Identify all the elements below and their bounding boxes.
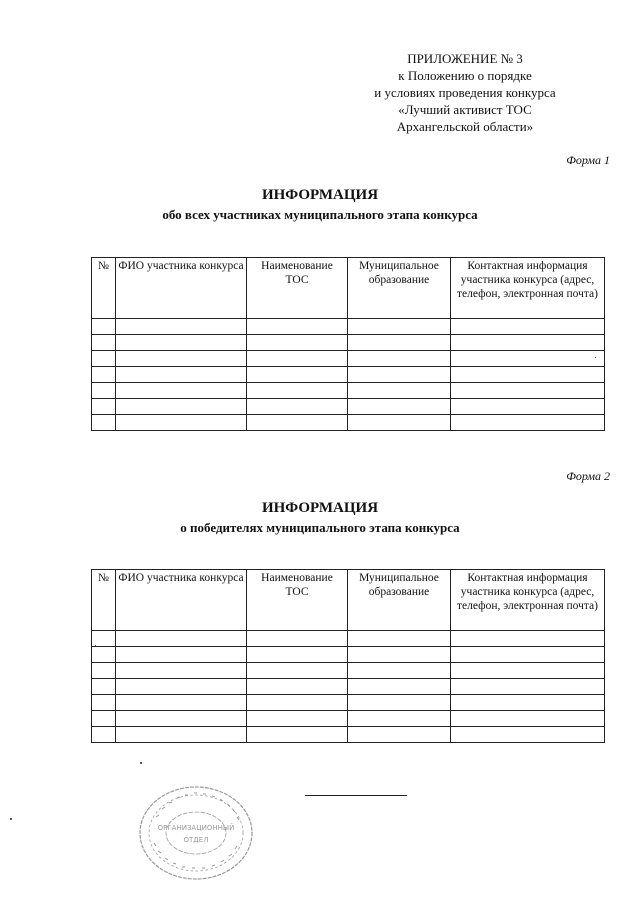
header-contact-info: Контактная информация участника конкурса (адрес, телефон, электронная почта) <box>451 570 605 631</box>
table-cell[interactable] <box>348 679 451 695</box>
table-cell[interactable] <box>451 647 605 663</box>
table-cell[interactable] <box>92 367 116 383</box>
table-cell[interactable] <box>247 695 348 711</box>
stamp-outer-ring <box>140 787 252 879</box>
table-cell[interactable] <box>92 711 116 727</box>
appendix-header <box>320 50 610 135</box>
appendix-line: ПРИЛОЖЕНИЕ № 3 <box>407 51 523 66</box>
table-cell[interactable] <box>348 399 451 415</box>
form-1-title: ИНФОРМАЦИЯ <box>261 187 379 203</box>
table-cell[interactable] <box>451 335 605 351</box>
table-cell[interactable] <box>247 679 348 695</box>
table-cell[interactable] <box>116 367 247 383</box>
table-row <box>92 711 605 727</box>
table-cell[interactable] <box>451 351 605 367</box>
stamp-center-line-1: ОРГАНИЗАЦИОННЫЙ <box>157 824 235 832</box>
table-cell[interactable] <box>116 695 247 711</box>
appendix-line: Архангельской области» <box>396 119 534 134</box>
table-cell[interactable] <box>247 631 348 647</box>
header-participant-name: ФИО участника конкурса <box>116 570 247 631</box>
table-cell[interactable] <box>348 319 451 335</box>
table-cell[interactable] <box>247 399 348 415</box>
table-cell[interactable] <box>451 319 605 335</box>
header-number: № <box>92 258 116 319</box>
table-cell[interactable] <box>92 415 116 431</box>
appendix-line: «Лучший активист ТОС <box>398 102 532 117</box>
table-cell[interactable] <box>92 351 116 367</box>
table-row <box>92 663 605 679</box>
appendix-line: к Положению о порядке <box>398 68 532 83</box>
table-cell[interactable] <box>348 631 451 647</box>
header-number: № <box>92 570 116 631</box>
table-row <box>92 647 605 663</box>
appendix-line: и условиях проведения конкурса <box>374 85 556 100</box>
table-cell[interactable] <box>348 647 451 663</box>
table-cell[interactable] <box>116 663 247 679</box>
table-cell[interactable] <box>92 647 116 663</box>
table-cell[interactable] <box>116 335 247 351</box>
table-row <box>92 319 605 335</box>
table-cell[interactable] <box>348 367 451 383</box>
table-cell[interactable] <box>451 711 605 727</box>
table-cell[interactable] <box>116 631 247 647</box>
table-cell[interactable] <box>348 383 451 399</box>
scan-speck <box>140 762 142 764</box>
table-cell[interactable] <box>247 367 348 383</box>
header-tos-name: Наименование ТОС <box>247 258 348 319</box>
table-cell[interactable] <box>116 399 247 415</box>
table-cell[interactable] <box>247 415 348 431</box>
table-header-row <box>92 570 605 631</box>
table-header-row <box>92 258 605 319</box>
table-row <box>92 351 605 367</box>
table-cell[interactable] <box>451 415 605 431</box>
table-cell[interactable] <box>116 383 247 399</box>
table-row <box>92 415 605 431</box>
form-2-heading <box>0 499 640 537</box>
form-2-table <box>91 569 605 743</box>
table-cell[interactable] <box>116 711 247 727</box>
official-stamp-seal <box>134 773 262 883</box>
table-row <box>92 383 605 399</box>
table-cell[interactable] <box>92 727 116 743</box>
table-cell[interactable] <box>116 319 247 335</box>
form-1-heading <box>0 186 640 224</box>
table-cell[interactable] <box>348 415 451 431</box>
table-cell[interactable] <box>451 399 605 415</box>
table-cell[interactable] <box>116 679 247 695</box>
form-1-table <box>91 257 605 431</box>
form-1-label: Форма 1 <box>566 153 610 167</box>
table-row <box>92 631 605 647</box>
table-cell[interactable] <box>348 351 451 367</box>
table-cell[interactable] <box>348 727 451 743</box>
stamp-rings <box>140 787 252 879</box>
table-row <box>92 679 605 695</box>
table-cell[interactable] <box>116 647 247 663</box>
table-cell[interactable] <box>247 711 348 727</box>
header-municipality: Муниципальное образование <box>348 570 451 631</box>
table-cell[interactable] <box>348 663 451 679</box>
table-cell[interactable] <box>92 695 116 711</box>
table-cell[interactable] <box>247 727 348 743</box>
signature-line <box>305 795 407 796</box>
table-cell[interactable] <box>451 727 605 743</box>
table-cell[interactable] <box>247 319 348 335</box>
table-cell[interactable] <box>247 663 348 679</box>
form-2-subtitle: о победителях муниципального этапа конкурса <box>180 520 460 535</box>
table-cell[interactable] <box>348 335 451 351</box>
table-cell[interactable] <box>451 695 605 711</box>
table-row <box>92 727 605 743</box>
table-cell[interactable] <box>247 647 348 663</box>
form-2-label: Форма 2 <box>566 469 610 483</box>
table-cell[interactable] <box>116 351 247 367</box>
table-cell[interactable] <box>247 351 348 367</box>
table-cell[interactable] <box>451 367 605 383</box>
table-cell[interactable] <box>116 415 247 431</box>
table-cell[interactable] <box>247 335 348 351</box>
stamp-inner-ring <box>166 812 226 854</box>
table-cell[interactable] <box>92 663 116 679</box>
table-cell[interactable] <box>451 663 605 679</box>
table-cell[interactable] <box>348 695 451 711</box>
table-row <box>92 335 605 351</box>
table-cell[interactable] <box>92 319 116 335</box>
stamp-center-line-2: ОТДЕЛ <box>183 836 209 844</box>
header-tos-name: Наименование ТОС <box>247 570 348 631</box>
form-2-title: ИНФОРМАЦИЯ <box>261 500 379 516</box>
scan-speck <box>95 645 96 646</box>
header-participant-name: ФИО участника конкурса <box>116 258 247 319</box>
header-municipality: Муниципальное образование <box>348 258 451 319</box>
stamp-middle-ring <box>149 795 243 871</box>
table-cell[interactable] <box>247 383 348 399</box>
table-row <box>92 399 605 415</box>
scan-speck <box>595 357 596 358</box>
table-cell[interactable] <box>451 679 605 695</box>
table-cell[interactable] <box>92 383 116 399</box>
table-cell[interactable] <box>451 631 605 647</box>
header-contact-info: Контактная информация участника конкурса (адрес, телефон, электронная почта) <box>451 258 605 319</box>
table-cell[interactable] <box>451 383 605 399</box>
table-cell[interactable] <box>92 335 116 351</box>
form-1-subtitle: обо всех участниках муниципального этапа конкурса <box>162 207 478 222</box>
table-cell[interactable] <box>116 727 247 743</box>
table-row <box>92 367 605 383</box>
table-cell[interactable] <box>348 711 451 727</box>
scan-speck <box>10 818 12 820</box>
table-row <box>92 695 605 711</box>
table-cell[interactable] <box>92 679 116 695</box>
table-cell[interactable] <box>92 399 116 415</box>
